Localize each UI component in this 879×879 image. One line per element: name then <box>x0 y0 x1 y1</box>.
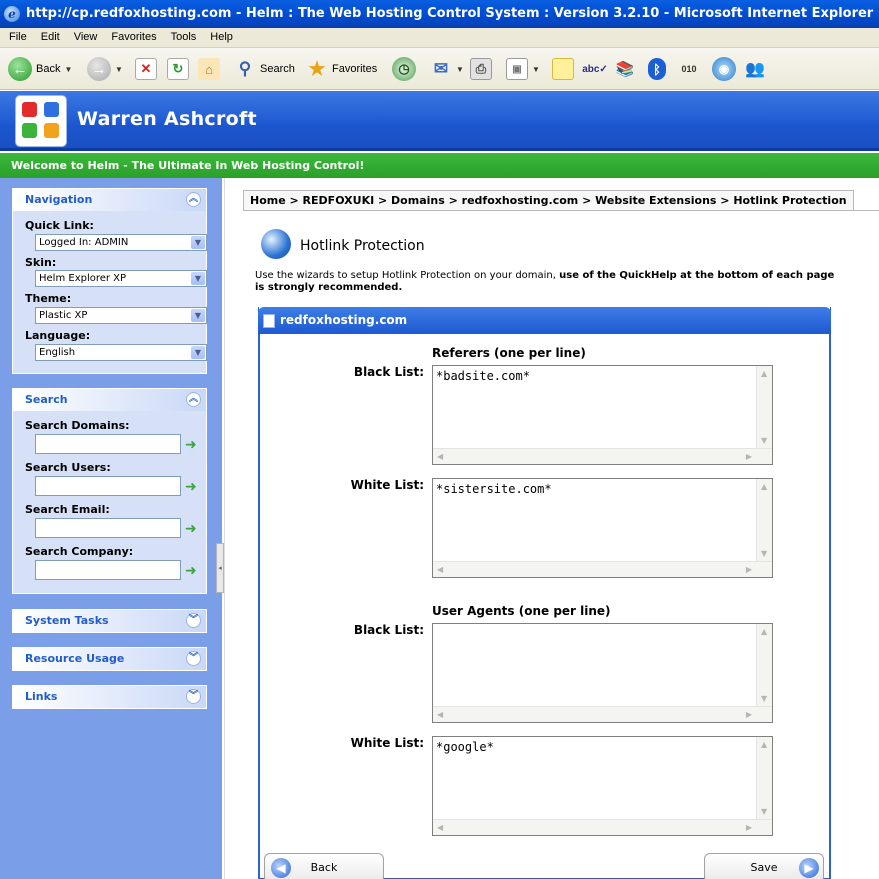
menu-file[interactable]: File <box>9 31 27 43</box>
search-email-input[interactable] <box>35 518 181 538</box>
forward-arrow-icon: → <box>87 57 111 81</box>
agents-white-list-value: *google* <box>436 740 494 754</box>
domain-box-title: redfoxhosting.com <box>280 313 408 327</box>
globe-icon: ◉ <box>712 57 736 81</box>
referers-black-list-label: Black List: <box>353 365 424 379</box>
intro-bold: use of the QuickHelp at the bottom of each page is strongly recommended. <box>255 270 835 293</box>
referers-white-list-value: *sistersite.com* <box>436 482 552 496</box>
home-icon: ⌂ <box>198 58 220 80</box>
helm-header <box>0 91 879 151</box>
search-users-go-icon[interactable]: ➜ <box>185 479 197 495</box>
skin-label: Skin: <box>25 256 57 269</box>
search-company-input[interactable] <box>35 560 181 580</box>
spellcheck-icon: abc✓ <box>582 63 608 75</box>
back-button[interactable] <box>8 55 72 83</box>
right-arrow-icon: ▶ <box>799 858 819 878</box>
agents-black-list-label: Black List: <box>353 623 424 637</box>
back-button-form[interactable] <box>264 853 384 879</box>
bluetooth-button[interactable] <box>648 55 666 83</box>
back-dropdown-icon[interactable]: ▼ <box>64 64 73 74</box>
collapse-icon[interactable]: ︽ <box>186 392 201 407</box>
search-company-go-icon[interactable]: ➜ <box>185 563 197 579</box>
users-icon: 👥 <box>745 61 765 78</box>
navigation-title: Navigation <box>25 193 93 206</box>
menu-edit[interactable]: Edit <box>40 31 60 43</box>
menu-help[interactable]: Help <box>210 31 233 43</box>
search-button[interactable] <box>234 55 295 83</box>
quick-link-select[interactable] <box>35 234 207 251</box>
horizontal-scrollbar[interactable]: ◀ ▶ <box>433 706 772 722</box>
spellcheck-button[interactable] <box>584 55 606 83</box>
search-icon: ⚲ <box>238 59 252 78</box>
refresh-button[interactable] <box>167 55 189 83</box>
resource-usage-panel[interactable] <box>12 647 207 671</box>
print-icon: ⎙ <box>470 58 492 80</box>
forward-button[interactable] <box>87 55 123 83</box>
vertical-scrollbar[interactable]: ▲ ▼ <box>756 479 772 561</box>
mail-icon: ✉ <box>433 59 449 78</box>
user-agents-heading: User Agents (one per line) <box>432 604 611 618</box>
links-panel[interactable] <box>12 685 207 709</box>
bluetooth-icon: ᛒ <box>648 58 666 80</box>
expand-icon[interactable]: ︾ <box>186 689 201 704</box>
globe-icon <box>261 229 291 259</box>
system-tasks-header[interactable] <box>13 610 206 632</box>
search-users-label: Search Users: <box>25 461 111 474</box>
referers-white-list-textarea[interactable] <box>432 478 773 578</box>
expand-icon[interactable]: ︾ <box>186 651 201 666</box>
search-company-label: Search Company: <box>25 545 134 558</box>
edit-icon: ▣ <box>506 58 528 80</box>
system-tasks-panel[interactable] <box>12 609 207 633</box>
chevron-down-icon: ▼ <box>191 309 205 322</box>
history-icon: ◷ <box>392 57 416 81</box>
edit-button[interactable] <box>506 55 540 83</box>
search-users-input[interactable] <box>35 476 181 496</box>
menu-tools[interactable]: Tools <box>170 31 197 43</box>
chevron-down-icon: ▼ <box>191 346 205 359</box>
navigation-header[interactable] <box>13 189 206 211</box>
print-button[interactable] <box>470 55 492 83</box>
chevron-down-icon: ▼ <box>191 236 205 249</box>
sidebar-splitter-handle[interactable]: ◂ <box>216 543 224 593</box>
back-button-label: Back <box>310 861 338 874</box>
search-domains-go-icon[interactable]: ➜ <box>185 437 197 453</box>
theme-value: Plastic XP <box>39 310 88 321</box>
sidebar <box>0 178 222 879</box>
language-select[interactable] <box>35 344 207 361</box>
stop-icon: ✕ <box>135 58 157 80</box>
users-button[interactable] <box>744 55 766 83</box>
navigation-panel <box>12 188 207 374</box>
expand-icon[interactable]: ︾ <box>186 613 201 628</box>
left-arrow-icon: ◀ <box>271 858 291 878</box>
collapse-icon[interactable]: ︽ <box>186 192 201 207</box>
language-label: Language: <box>25 329 91 342</box>
search-domains-label: Search Domains: <box>25 419 130 432</box>
intro-plain: Use the wizards to setup Hotlink Protection on your domain, <box>255 270 556 281</box>
referers-black-list-value: *badsite.com* <box>436 369 530 383</box>
refresh-icon: ↻ <box>167 58 189 80</box>
messenger-button[interactable] <box>678 55 700 83</box>
home-button[interactable] <box>198 55 220 83</box>
search-label: Search <box>260 63 295 75</box>
skin-value: Helm Explorer XP <box>39 273 127 284</box>
window-title: http://cp.redfoxhosting.com - Helm : The Web Hosting Control System : Version 3.2.10 - Microsoft Internet Explorer <box>26 6 874 21</box>
search-header[interactable] <box>13 389 206 411</box>
skin-select[interactable] <box>35 270 207 287</box>
domain-box-header <box>258 307 831 334</box>
intro-text <box>255 270 835 294</box>
search-email-go-icon[interactable]: ➜ <box>185 521 197 537</box>
welcome-banner: Welcome to Helm - The Ultimate In Web Hosting Control! <box>0 153 879 178</box>
agents-white-list-textarea[interactable] <box>432 736 773 836</box>
vertical-scrollbar[interactable]: ▲ ▼ <box>756 624 772 706</box>
window-title-bar <box>0 0 879 28</box>
history-button[interactable] <box>392 55 416 83</box>
save-button[interactable] <box>704 853 824 879</box>
resource-usage-title: Resource Usage <box>25 652 125 665</box>
menu-bar <box>0 28 879 48</box>
referers-white-list-label: White List: <box>350 478 424 492</box>
horizontal-scrollbar[interactable]: ◀ ▶ <box>433 561 772 577</box>
quick-link-label: Quick Link: <box>25 219 94 232</box>
stop-button[interactable] <box>135 55 157 83</box>
referers-black-list-textarea[interactable] <box>432 365 773 465</box>
internet-explorer-icon: e <box>4 6 20 22</box>
breadcrumb[interactable]: Home > REDFOXUKI > Domains > redfoxhosting.com > Website Extensions > Hotlink Protection <box>243 190 854 211</box>
system-tasks-title: System Tasks <box>25 614 109 627</box>
search-domains-input[interactable] <box>35 434 181 454</box>
referers-heading: Referers (one per line) <box>432 346 586 360</box>
search-panel <box>12 388 207 594</box>
agents-white-list-label: White List: <box>350 736 424 750</box>
star-icon: ★ <box>308 58 326 80</box>
edit-dropdown-icon[interactable]: ▼ <box>532 64 540 74</box>
links-header[interactable] <box>13 686 206 708</box>
theme-label: Theme: <box>25 292 72 305</box>
page-title: Hotlink Protection <box>300 238 425 254</box>
save-button-label: Save <box>750 861 778 874</box>
research-button[interactable] <box>614 55 636 83</box>
back-arrow-icon: ← <box>8 57 32 81</box>
quick-link-value: Logged In: ADMIN <box>39 237 129 248</box>
theme-select[interactable] <box>35 307 207 324</box>
favorites-button[interactable] <box>306 55 377 83</box>
brand-name: Warren Ashcroft <box>77 108 257 130</box>
vertical-scrollbar[interactable]: ▲ ▼ <box>756 737 772 819</box>
language-value: English <box>39 347 76 358</box>
links-title: Links <box>25 690 58 703</box>
mail-button[interactable] <box>430 55 464 83</box>
resource-usage-header[interactable] <box>13 648 206 670</box>
forward-dropdown-icon[interactable]: ▼ <box>115 64 123 74</box>
document-icon <box>263 314 275 328</box>
menu-favorites[interactable]: Favorites <box>111 31 157 43</box>
mail-dropdown-icon[interactable]: ▼ <box>456 64 464 74</box>
agents-black-list-textarea[interactable] <box>432 623 773 723</box>
chevron-down-icon: ▼ <box>191 272 205 285</box>
horizontal-scrollbar[interactable]: ◀ ▶ <box>433 819 772 835</box>
discuss-button[interactable] <box>552 55 574 83</box>
browser-toolbar <box>0 48 879 90</box>
vertical-scrollbar[interactable]: ▲ ▼ <box>756 366 772 448</box>
note-icon <box>552 58 574 80</box>
search-panel-title: Search <box>25 393 68 406</box>
helm-logo <box>15 95 67 147</box>
binary-icon: 010 <box>681 64 697 74</box>
search-email-label: Search Email: <box>25 503 110 516</box>
menu-view[interactable]: View <box>73 31 98 43</box>
back-label: Back <box>36 63 61 75</box>
research-icon: 📚 <box>615 61 635 78</box>
favorites-label: Favorites <box>332 63 378 75</box>
horizontal-scrollbar[interactable]: ◀ ▶ <box>433 448 772 464</box>
network-button[interactable] <box>712 55 736 83</box>
